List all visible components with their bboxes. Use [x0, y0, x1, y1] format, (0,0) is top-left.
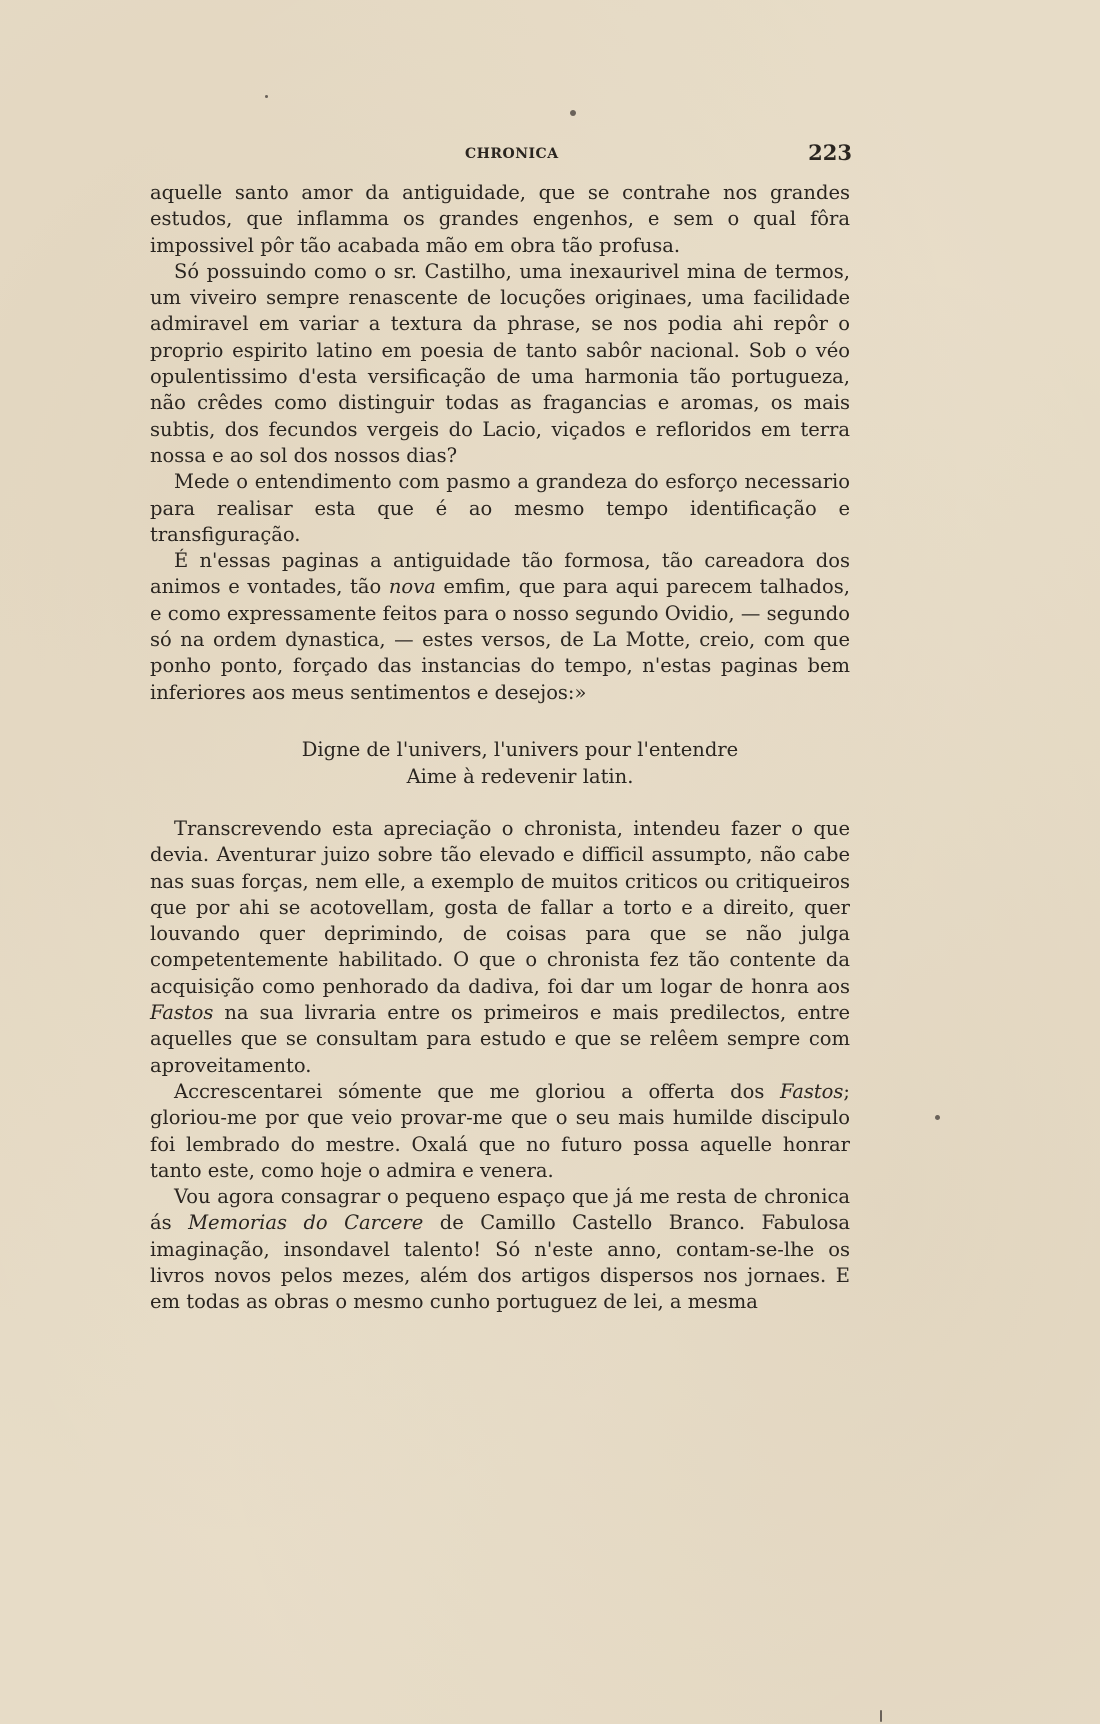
paragraph-7-italic: Memorias do Carcere	[188, 1211, 424, 1235]
page-number: 223	[808, 140, 852, 165]
paragraph-7-text-b: de Camillo Castello Branco. Fabulosa imaginação, insondavel talento! Só n'este anno, contam-se-lhe os livros novos pelos mezes, além dos artigos dispersos nos jornaes. E em todas as obras o mesmo cunho portuguez de lei, a mesma	[150, 1211, 850, 1314]
paragraph-4-text-a: É n'essas paginas a antiguidade tão formosa, tão careadora dos animos e vontades, tão	[150, 549, 850, 599]
paragraph-7	[150, 1184, 850, 1315]
verse-quote	[150, 736, 850, 790]
paragraph-4-text-b: emfim, que para aqui parecem talhados, e como expressamente feitos para o nosso segundo Ovidio, — segundo só na ordem dynastica, — estes versos, de La Motte, creio, com que ponho ponto, forçado das instancias do tempo, n'estas paginas bem inferiores aos meus sentimentos e desejos:»	[150, 575, 850, 704]
ink-speck	[935, 1115, 940, 1120]
paragraph-6-text-b: ; gloriou-me por que veio provar-me que o seu mais humilde discipulo foi lembrado do mestre. Oxalá que no futuro possa aquelle honrar tanto este, como hoje o admira e venera.	[150, 1079, 850, 1182]
paragraph-7-text-a: Vou agora consagrar o pequeno espaço que já me resta de chronica ás	[150, 1185, 850, 1235]
paragraph-6-text-a: Accrescentarei sómente que me gloriou a offerta dos	[174, 1079, 780, 1103]
paragraph-5	[150, 816, 850, 1079]
paragraph-4	[150, 548, 850, 706]
body-text	[150, 180, 850, 1316]
verse-line-2: Aime à redevenir latin.	[406, 764, 634, 788]
running-head	[150, 140, 850, 180]
paragraph-3: Mede o entendimento com pasmo a grandeza do esforço necessario para realisar esta que é ao mesmo tempo identificação e transfiguração.	[150, 470, 850, 546]
paragraph-1: aquelle santo amor da antiguidade, que se contrahe nos grandes estudos, que inflamma os grandes engenhos, e sem o qual fôra impossivel pôr tão acabada mão em obra tão profusa.	[150, 181, 850, 257]
paragraph-6-italic: Fastos	[779, 1079, 844, 1103]
page-content	[150, 140, 850, 1316]
paragraph-4-italic: nova	[388, 575, 436, 599]
paragraph-6	[150, 1079, 850, 1184]
paragraph-5-italic: Fastos	[150, 1001, 214, 1025]
paragraph-2: Só possuindo como o sr. Castilho, uma inexaurivel mina de termos, um viveiro sempre renascente de locuções originaes, uma facilidade admiravel em variar a textura da phrase, se nos podia ahi repôr o proprio espirito latino em poesia de tanto sabôr nacional. Sob o véo opulentissimo d'esta versificação de uma harmonia tão portugueza, não crêdes como distinguir todas as fragancias e aromas, os mais subtis, dos fecundos vergeis do Lacio, viçados e refloridos em terra nossa e ao sol dos nossos dias?	[150, 259, 850, 467]
ink-speck	[570, 110, 576, 116]
paragraph-5-text-a: Transcrevendo esta apreciação o chronista, intendeu fazer o que devia. Aventurar juizo sobre tão elevado e difficil assumpto, não cabe nas suas forças, nem elle, a exemplo de muitos criticos ou critiqueiros que por ahi se acotovellam, gosta de fallar a torto e a direito, quer louvando quer deprimindo, de coisas para que se não julga competentemente habilitado. O que o chronista fez tão contente da acquisição como penhorado da dadiva, foi dar um logar de honra aos	[150, 816, 850, 998]
verse-line-1: Digne de l'univers, l'univers pour l'entendre	[301, 737, 739, 761]
ink-speck	[265, 95, 268, 98]
paragraph-5-text-b: na sua livraria entre os primeiros e mais predilectos, entre aquelles que se consultam para estudo e que se relêem sempre com aproveitamento.	[150, 1001, 850, 1077]
ink-speck	[880, 1710, 882, 1722]
running-title: CHRONICA	[465, 146, 559, 162]
